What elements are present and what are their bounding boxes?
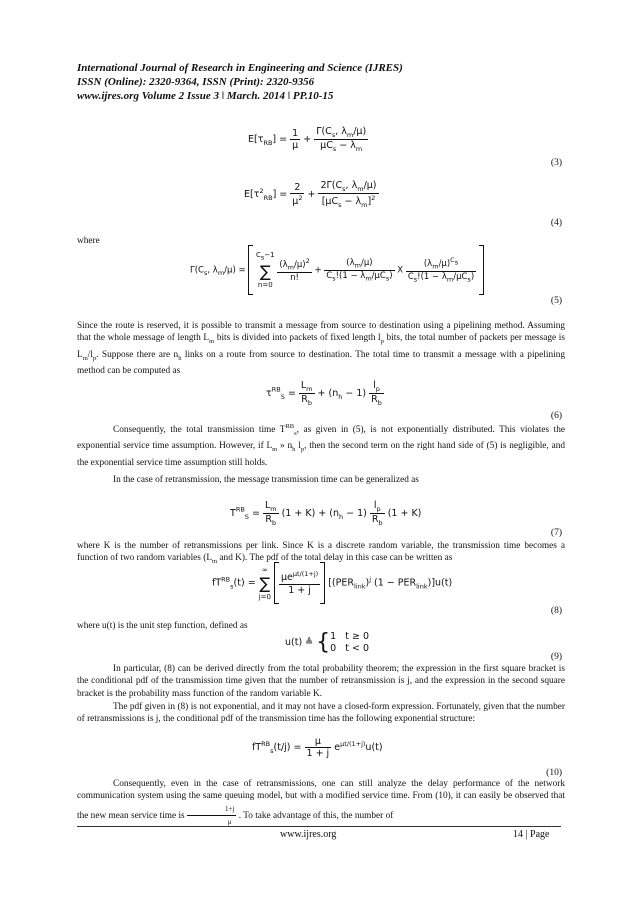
- equation-number-7: (7): [550, 528, 562, 538]
- paragraph-consequently: Consequently, the total transmission time $T^{RB}_s$, as given in (5), is not exponentially distributed. This violates the exponential service time assumption. However, if $L_m$ » $n_h$ $l_p$, then the second term on the right hand side of (5) is negligible, and the exponential service time assumption still holds.: [77, 423, 566, 468]
- paragraph-particular: In particular, (8) can be derived directly from the total probability theorem; the expression in the first square bracket is the conditional pdf of the transmission time given that the number of retransmission is j, and the expression in the second square bracket is the probability mass function of the random variable K.: [77, 664, 565, 699]
- equation-8: $fT^{RB}_s(t)$ = ∞ ∑ j=0 $\frac{\mu e^{\mu t/(1+j)}}{1 + j}$ [$(PER_{link})^j$ $(1 - PER_{link})]u(t)$: [212, 562, 452, 604]
- equation-number-10: (10): [546, 768, 562, 778]
- equation-4: $E[\tau^2_{RB}]$ = $\frac{2}{\mu^2}$ + $\frac{2\Gamma(C_s, \lambda_m/\mu)}{[\mu C_s - \lambda_m]^2}$: [244, 180, 377, 209]
- paragraph-even: Consequently, even in the case of retransmissions, one can still analyze the delay performance of the network communication system using the same queuing model, but with a modified service time. From (10), it can easily be observed that the new mean service time is $\frac{1+j}{\mu}$ . To take advantage of this, the number of: [77, 779, 565, 827]
- equation-number-6: (6): [550, 411, 562, 421]
- paragraph-route: Since the route is reserved, it is possible to transmit a message from source to destination using a pipelining method. Assuming that the whole message of length $L_m$ bits is divided into packets of fixed length $l_p$ bits, the total number of packets per message is $L_m/l_p$. Suppose there are $n_h$ links on a route from source to destination. The total time to transmit a message with a pipelining method can be computed as: [77, 321, 565, 376]
- paragraph-retransmission: In the case of retransmission, the message transmission time can be generalized as: [113, 475, 419, 485]
- equation-number-4: (4): [550, 218, 562, 228]
- equation-number-5: (5): [550, 296, 562, 306]
- paragraph-unit-step: where u(t) is the unit step function, defined as: [77, 621, 248, 631]
- equation-7: $T^{RB}_S$ = $\frac{L_m}{R_b}$ $(1 + K) + (n_h - 1)$ $\frac{l_p}{R_b}$ (1 + K): [230, 500, 422, 527]
- equation-3: $E[\tau_{RB}]$ = $\frac{1}{\mu}$ + $\frac{\Gamma(C_s, \lambda_m/\mu)}{\mu C_s - \lambda_m}$: [248, 126, 367, 153]
- journal-volume: www.ijres.org Volume 2 Issue 3 ǀ March. 2014 ǀ PP.10-15: [77, 90, 334, 102]
- equation-5: $\Gamma(C_s$, $\lambda_m/\mu) = C_s-1$ ∑ n=0 $\frac{(\lambda_m/\mu)^2}{n!}$ + $\frac{(\lambda_m/\mu)}{C_s!(1 - \lambda_m/\mu C_s)}$ X $\frac{(\lambda_m/\mu)^{C_s}}{C_s!(1 - \lambda_m/\mu C_s)}$: [190, 245, 484, 295]
- paragraph-where: where: [77, 236, 100, 246]
- journal-header: [77, 61, 403, 103]
- journal-title: International Journal of Research in Engineering and Science (IJRES): [77, 62, 403, 74]
- equation-number-8: (8): [550, 606, 562, 616]
- paragraph-where-k: where K is the number of retransmissions per link. Since K is a discrete random variable, the transmission time becomes a function of two random variables ($L_m$ and K). The pdf of the total delay in this case can be written as: [77, 541, 565, 566]
- equation-6: $\tau^{RB}_S$ = $\frac{L_m}{R_b}$ + $(n_h - 1)$ $\frac{l_p}{R_b}$: [266, 380, 382, 407]
- journal-issn: ISSN (Online): 2320-9364, ISSN (Print): 2320-9356: [77, 76, 315, 88]
- equation-number-3: (3): [550, 158, 562, 168]
- paragraph-pdf: The pdf given in (8) is not exponential, and it may not have a closed-form expression. Fortunately, given that the number of retransmissions is j, the conditional pdf of the transmission time has the following exponential structure:: [77, 702, 565, 725]
- footer-divider: [77, 826, 561, 827]
- equation-10: $fT^{RB}_s(t/j)$ = $\frac{\mu}{1 + j}$ $e^{\mu t/(1+j)}u(t)$: [252, 736, 383, 759]
- footer-site: www.ijres.org: [280, 829, 337, 840]
- equation-number-9: (9): [550, 652, 562, 662]
- equation-9: u(t) ≜ {1 t ≥ 0 0 t < 0: [285, 630, 370, 655]
- footer-page: 14 | Page: [513, 829, 550, 840]
